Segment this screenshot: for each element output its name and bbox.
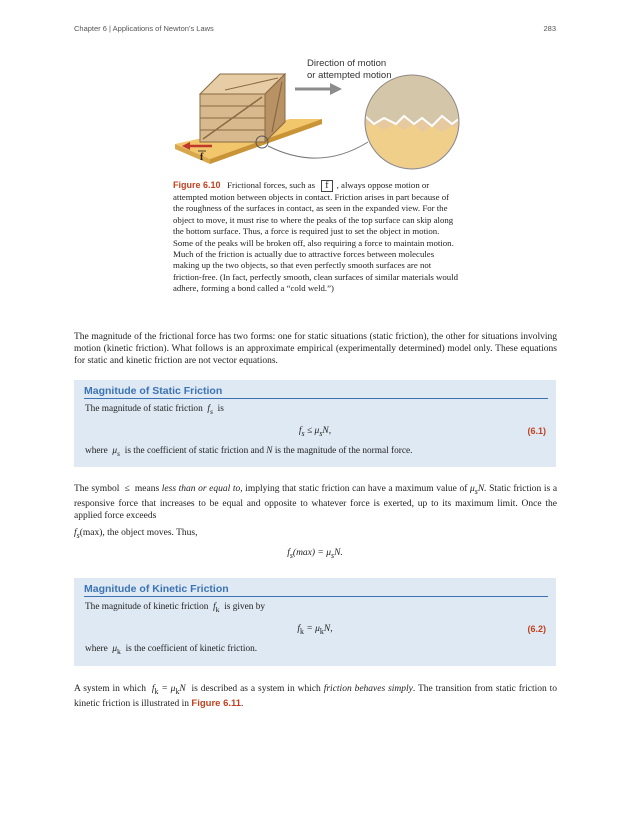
paragraph-simple-friction: A system in which $f_k = \mu_kN$ is described as a system in which friction behaves simply. The transition from static friction to kinetic friction is illustrated in Figure 6.11. <box>74 684 558 710</box>
running-header: Chapter 6 | Applications of Newton’s Laws <box>74 24 214 33</box>
paragraph-max: $f_s(\max)$, the object moves. Thus, <box>74 528 198 540</box>
display-equation: $f_s(\max) = \mu_sN$. <box>287 548 343 560</box>
equation-6-1: $f_s \le \mu_sN$, <box>298 426 332 438</box>
figure-6-11-link[interactable]: Figure 6.11 <box>191 698 242 710</box>
equation-6-2: $f_k = \mu_kN$, <box>297 624 333 636</box>
box-intro: The magnitude of kinetic friction $f_k$ is given by <box>85 602 265 614</box>
figure-label: Figure 6.10 <box>173 180 221 190</box>
motion-label: Direction of motion or attempted motion <box>307 58 392 81</box>
box-intro: The magnitude of static friction $f_s$ is <box>85 404 224 416</box>
equation-number: (6.2) <box>527 624 546 634</box>
box-where: where $\mu_k$ is the coefficient of kinetic friction. <box>85 644 258 656</box>
paragraph-symbol: The symbol ≤ means less than or equal to, implying that static friction can have a maximum value of $\mu_sN$. Static friction is a responsive force that increases to be equal and opposite to whatever force is exerted, up to its maximum limit. Once the applied force exceeds <box>74 484 558 522</box>
box-where: where $\mu_s$ is the coefficient of static friction and N is the magnitude of the normal force. <box>85 446 413 458</box>
vector-f-symbol: f <box>321 180 332 192</box>
box-title: Magnitude of Static Friction <box>84 385 223 397</box>
static-friction-box <box>74 380 556 467</box>
magnifier-connector <box>268 142 368 158</box>
force-label: f <box>200 152 204 163</box>
crate <box>200 74 285 142</box>
page-number: 283 <box>543 24 556 33</box>
box-title: Magnitude of Kinetic Friction <box>84 583 229 595</box>
kinetic-friction-box <box>74 578 556 666</box>
figure-caption: Figure 6.10 Frictional forces, such as f , always oppose motion or attempted motion between objects in contact. Friction arises in part because of the roughness of the surfaces in contact, as seen in the expanded view. For the object to move, it must rise to where the peaks of the top surface can skip along the bottom surface. Thus, a force is required just to set the object in motion. Some of the peaks will be broken off, also requiring a force to maintain motion. Much of the friction is actually due to attractive forces between molecules making up the two objects, so that even perfectly smooth surfaces are not friction-free. (In fact, perfectly smooth, clean surfaces of similar materials would adhere, forming a bond called a “cold weld.”) <box>173 180 459 294</box>
paragraph-friction-forms: The magnitude of the frictional force has two forms: one for static situations (static friction), the other for situations involving motion (kinetic friction). What follows is an approximate empirical (experimentally determined) model only. These equations for static and kinetic friction are not vector equations. <box>74 332 557 367</box>
equation-number: (6.1) <box>527 426 546 436</box>
